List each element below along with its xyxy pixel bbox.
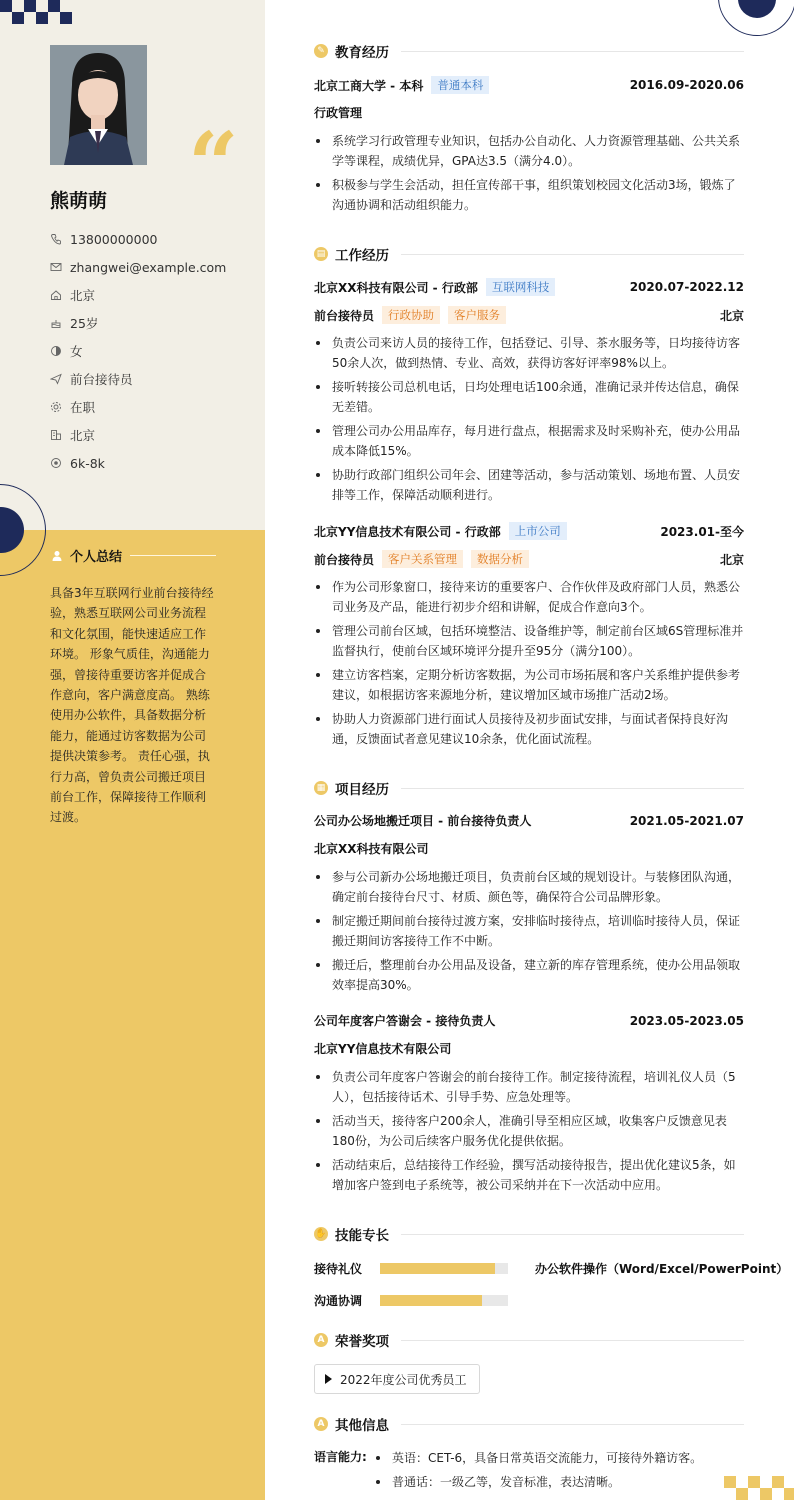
other-section-header — [314, 1414, 744, 1434]
project-company-row — [314, 1040, 744, 1057]
role-name: 前台接待员 — [314, 552, 375, 567]
bullet-item: 参与公司新办公场地搬迁项目，负责前台区域的规划设计。与装修团队沟通，确定前台接待台尺寸、材质、颜色等，确保符合公司品牌形象。 — [314, 867, 744, 907]
project-title: 公司年度客户答谢会 - 接待负责人 — [314, 1014, 496, 1028]
bullet-item: 英语：CET-6，具备日常英语交流能力，可接待外籍访客。 — [374, 1448, 744, 1468]
grid-icon: ▦ — [314, 781, 328, 795]
bullet-item: 管理公司办公用品库存，每月进行盘点，根据需求及时采购补充，使办公用品成本降低15%。 — [314, 421, 744, 461]
bullet-item: 管理公司前台区域，包括环境整洁、设备维护等，制定前台区域6S管理标准并监督执行，使前台区域环境评分提升至95分（满分100）。 — [314, 621, 744, 661]
bullet-item: 普通话：一级乙等，发音标准，表达清晰。 — [374, 1472, 744, 1492]
language-label: 语言能力: — [314, 1450, 367, 1464]
skill-item — [535, 1260, 788, 1277]
triangle-icon — [325, 1374, 332, 1384]
bullet-item: 协助行政部门组织公司年会、团建等活动，参与活动策划、场地布置、人员安排等工作，保障活动顺利进行。 — [314, 465, 744, 505]
contact-info-item — [50, 225, 226, 253]
role-tag: 客户服务 — [448, 306, 506, 324]
profile-photo — [50, 45, 147, 165]
bullet-item: 负责公司年度客户答谢会的前台接待工作。制定接待流程，培训礼仪人员（5人），包括接待话术、引导手势、应急处理等。 — [314, 1067, 744, 1107]
divider — [401, 788, 744, 789]
skill-name: 接待礼仪 — [314, 1262, 363, 1276]
info-icon: A — [314, 1417, 328, 1431]
project-company-row — [314, 840, 744, 857]
section-title: 教育经历 — [335, 45, 389, 61]
send-icon — [50, 373, 62, 385]
role-tag: 客户关系管理 — [382, 550, 463, 568]
person-icon — [50, 549, 64, 563]
skill-bar — [380, 1295, 508, 1306]
contact-info-text: 25岁 — [70, 316, 99, 331]
building-icon — [50, 429, 62, 441]
project-date: 2021.05-2021.07 — [629, 813, 744, 828]
work-date: 2023.01-至今 — [660, 524, 744, 539]
skills-icon: ✋ — [315, 1229, 327, 1239]
work-location: 北京 — [719, 552, 744, 567]
work-bullets — [314, 333, 744, 509]
major: 行政管理 — [314, 106, 363, 120]
salary-icon — [50, 457, 62, 469]
project-bullets — [314, 1067, 744, 1199]
contact-info-text: 女 — [70, 344, 83, 359]
divider — [401, 254, 744, 255]
bullet-item: 积极参与学生会活动，担任宣传部干事，组织策划校园文化活动3场，锻炼了沟通协调和活动组织能力。 — [314, 175, 744, 215]
work-section-header — [314, 244, 744, 264]
contact-info-list — [50, 225, 226, 477]
bullet-item: 负责公司来访人员的接待工作，包括登记、引导、茶水服务等，日均接待访客50余人次，做到热情、专业、高效，获得访客好评率98%以上。 — [314, 333, 744, 373]
contact-info-item — [50, 449, 226, 477]
section-title: 技能专长 — [335, 1228, 389, 1244]
checker-decoration — [0, 0, 76, 24]
bullet-item: 作为公司形象窗口，接待来访的重要客户、合作伙伴及政府部门人员，熟悉公司业务及产品，能进行初步介绍和讲解，促成合作意向3个。 — [314, 577, 744, 617]
project-company: 北京YY信息技术有限公司 — [314, 1042, 452, 1056]
school-tag: 普通本科 — [431, 76, 489, 94]
contact-info-text: 前台接待员 — [70, 372, 133, 387]
work-role-row — [314, 306, 744, 324]
contact-info-text: zhangwei@example.com — [70, 259, 227, 275]
contact-info-item — [50, 421, 226, 449]
company-name: 北京YY信息技术有限公司 - 行政部 — [314, 524, 501, 539]
project-company: 北京XX科技有限公司 — [314, 842, 429, 856]
project-title: 公司办公场地搬迁项目 - 前台接待负责人 — [314, 814, 532, 828]
contact-info-item — [50, 393, 226, 421]
divider — [401, 51, 744, 52]
project-date: 2023.05-2023.05 — [629, 1013, 744, 1028]
contact-info-text: 13800000000 — [70, 231, 158, 247]
company-name: 北京XX科技有限公司 - 行政部 — [314, 280, 478, 295]
work-company-row — [314, 278, 744, 296]
contact-info-text: 北京 — [70, 288, 96, 303]
education-icon: ✎ — [314, 44, 328, 58]
award-icon: A — [314, 1333, 328, 1347]
role-name: 前台接待员 — [314, 308, 375, 323]
education-section-header — [314, 41, 744, 61]
summary-header — [50, 546, 216, 565]
section-title: 项目经历 — [335, 782, 389, 798]
mail-icon — [50, 261, 62, 273]
bullet-item: 制定搬迁期间前台接待过渡方案，安排临时接待点，培训临时接待人员，保证搬迁期间访客接待工作不中断。 — [314, 911, 744, 951]
skill-item — [314, 1292, 508, 1309]
home-icon — [50, 289, 62, 301]
cake-icon — [50, 317, 62, 329]
education-date: 2016.09-2020.06 — [629, 78, 744, 92]
briefcase-icon: ▤ — [314, 247, 328, 261]
summary-title: 个人总结 — [70, 550, 123, 565]
bullet-item: 建立访客档案，定期分析访客数据，为公司市场拓展和客户关系维护提供参考建议，如根据访客来源地分析，建议增加区域市场推广活动2场。 — [314, 665, 744, 705]
awards-section-header — [314, 1330, 744, 1350]
profile-name: 熊萌萌 — [50, 190, 108, 212]
summary-text: 具备3年互联网行业前台接待经验，熟悉互联网公司业务流程和文化氛围，能快速适应工作环境。 形象气质佳，沟通能力强，曾接待重要访客并促成合作意向，客户满意度高。 熟练使用办公软件，具备数据分析能力，能通过访客数据为公司提供决策参考。 责任心强，执行力高，曾负责公司搬迁项目前台工作，保障接待工作顺利过渡。 — [50, 586, 214, 825]
bullet-item: 接听转接公司总机电话，日均处理电话100余通，准确记录并传达信息，确保无差错。 — [314, 377, 744, 417]
contact-info-text: 北京 — [70, 428, 96, 443]
status-icon — [50, 401, 62, 413]
award-item — [314, 1364, 480, 1394]
divider — [401, 1340, 744, 1341]
award-label: 2022年度公司优秀员工 — [340, 1372, 467, 1387]
skill-name: 沟通协调 — [314, 1294, 363, 1308]
contact-info-item — [50, 309, 226, 337]
skill-name: 办公软件操作（Word/Excel/PowerPoint） — [535, 1262, 789, 1276]
work-company-row — [314, 522, 744, 540]
company-tag: 互联网科技 — [486, 278, 556, 296]
bullet-item: 搬迁后，整理前台办公用品及设备，建立新的库存管理系统，使办公用品领取效率提高30%。 — [314, 955, 744, 995]
role-tag: 数据分析 — [471, 550, 529, 568]
divider — [130, 555, 216, 556]
contact-info-item — [50, 253, 226, 281]
skill-item — [314, 1260, 508, 1277]
bullet-item: 系统学习行政管理专业知识，包括办公自动化、人力资源管理基础、公共关系学等课程，成绩优异，GPA达3.5（满分4.0）。 — [314, 131, 744, 171]
work-role-row — [314, 550, 744, 568]
role-tag: 行政协助 — [382, 306, 440, 324]
section-title: 其他信息 — [335, 1418, 389, 1434]
skill-bar-fill — [380, 1295, 482, 1306]
project-title-row — [314, 812, 744, 829]
bullet-item: 活动结束后，总结接待工作经验，撰写活动接待报告，提出优化建议5条，如增加客户签到电子系统等，被公司采纳并在下一次活动中应用。 — [314, 1155, 744, 1195]
gender-icon — [50, 345, 62, 357]
skill-bar-fill — [380, 1263, 495, 1274]
work-bullets — [314, 577, 744, 753]
work-location: 北京 — [719, 308, 744, 323]
language-bullets — [374, 1448, 744, 1496]
phone-icon — [50, 233, 62, 245]
work-date: 2020.07-2022.12 — [629, 280, 744, 294]
company-tag: 上市公司 — [509, 522, 567, 540]
bullet-item: 活动当天，接待客户200余人，准确引导至相应区域，收集客户反馈意见表180份，为公司后续客户服务优化提供依据。 — [314, 1111, 744, 1151]
contact-info-item — [50, 337, 226, 365]
contact-info-item — [50, 281, 226, 309]
education-row — [314, 76, 744, 94]
project-bullets — [314, 867, 744, 999]
major-row — [314, 104, 744, 121]
education-bullets — [314, 131, 744, 219]
bullet-item: 协助人力资源部门进行面试人员接待及初步面试安排，与面试者保持良好沟通，反馈面试者意见建议10余条，优化面试流程。 — [314, 709, 744, 749]
projects-section-header — [314, 778, 744, 798]
section-title: 工作经历 — [335, 248, 389, 264]
section-title: 荣誉奖项 — [335, 1334, 389, 1350]
project-title-row — [314, 1012, 744, 1029]
contact-info-text: 6k-8k — [70, 455, 105, 471]
skills-section-header — [314, 1224, 744, 1244]
school-name: 北京工商大学 - 本科 — [314, 78, 424, 93]
skill-bar — [380, 1263, 508, 1274]
divider — [401, 1234, 744, 1235]
contact-info-item — [50, 365, 226, 393]
divider — [401, 1424, 744, 1425]
quote-mark: “ — [188, 112, 239, 216]
contact-info-text: 在职 — [70, 400, 96, 415]
